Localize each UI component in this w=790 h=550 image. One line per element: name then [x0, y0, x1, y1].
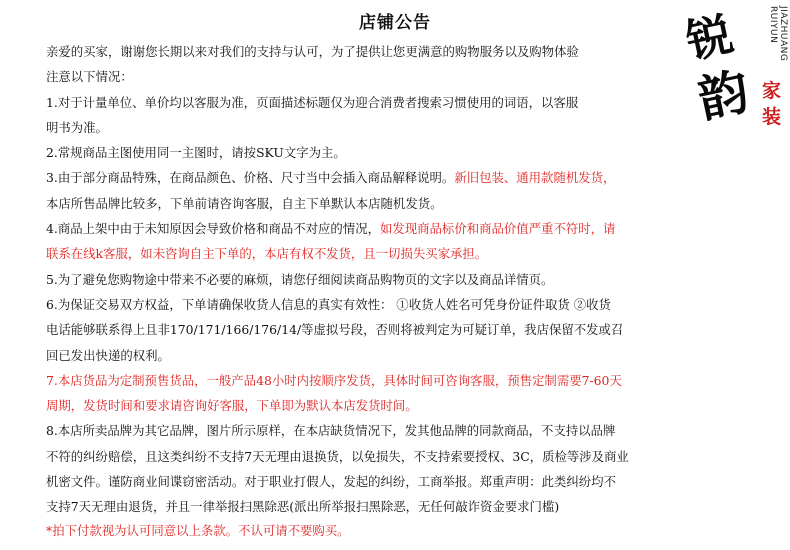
notice-line — [46, 343, 686, 368]
notice-body — [46, 39, 686, 520]
notice-text-highlight: 周期，发货时间和要求请咨询好客服，下单即为默认本店发货时间。 — [46, 398, 418, 414]
notice-text: 3.由于部分商品特殊，在商品颜色、价格、尺寸当中会插入商品解释说明。 — [46, 170, 455, 186]
notice-footer: *拍下付款视为认可同意以上条款。不认可请不要购买。 — [46, 523, 350, 538]
notice-line — [46, 90, 686, 115]
notice-line — [46, 267, 686, 292]
notice-text: 不符的纠纷赔偿，且这类纠纷不支持7天无理由退换货，以免损失，不支持索要授权、3C，质检等涉及商业 — [46, 448, 629, 464]
notice-line — [46, 292, 686, 317]
notice-text: 4.商品上架中由于未知原因会导致价格和商品不对应的情况， — [46, 221, 380, 237]
notice-text: 2.常规商品主图使用同一主图时，请按SKU文字为主。 — [46, 145, 346, 161]
logo-char-2: 韵 — [693, 61, 755, 130]
logo-vertical-line-2: RUIYUN — [768, 6, 778, 44]
notice-line — [46, 393, 686, 418]
notice-text: 回已发出快递的权利。 — [46, 347, 170, 363]
notice-line — [46, 216, 686, 241]
notice-line — [46, 469, 686, 494]
notice-line — [46, 64, 686, 89]
notice-line — [46, 115, 686, 140]
notice-line — [46, 39, 686, 64]
notice-text: 5.为了避免您购物途中带来不必要的麻烦，请您仔细阅读商品购物页的文字以及商品详情页。 — [46, 271, 554, 287]
notice-text: 注意以下情况： — [46, 69, 133, 85]
notice-text: 6.为保证交易双方权益，下单请确保收货人信息的真实有效性： ①收货人姓名可凭身份证件取货 ②收货 — [46, 296, 611, 312]
logo-char-1: 锐 — [681, 6, 738, 70]
notice-line — [46, 444, 686, 469]
logo-vertical-line-1: JIAZHUANG — [778, 6, 788, 62]
notice-line — [46, 317, 686, 342]
notice-text: 机密文件。谨防商业间谍窃密活动。对于职业打假人，发起的纠纷，工商举报。郑重声明：此类纠纷均不 — [46, 474, 616, 490]
notice-text: 电话能够联系得上且非170/171/166/176/14/等虚拟号段，否则将被判定为可疑订单，我店保留不发或召 — [46, 322, 624, 338]
notice-line — [46, 165, 686, 190]
notice-text-highlight: 如发现商品标价和商品价值严重不符时，请 — [379, 221, 616, 237]
logo-red-char-2: 装 — [762, 106, 782, 128]
notice-text: 本店所售品牌比较多，下单前请咨询客服，自主下单默认本店随机发货。 — [46, 195, 443, 211]
notice-text: 明书为准。 — [46, 119, 108, 135]
logo-vertical-text — [768, 6, 788, 61]
notice-text: 1.对于计量单位、单价均以客服为准，页面描述标题仅为迎合消费者搜索习惯使用的词语，以客服 — [46, 94, 579, 110]
brand-logo — [682, 0, 790, 150]
notice-line — [46, 140, 686, 165]
notice-text: 8.本店所卖品牌为其它品牌，图片所示原样，在本店缺货情况下，发其他品牌的同款商品，不支持以品牌 — [46, 423, 616, 439]
notice-text: 亲爱的买家，谢谢您长期以来对我们的支持与认可，为了提供让您更满意的购物服务以及购物体验 — [46, 44, 579, 59]
logo-red-char-1: 家 — [762, 80, 782, 102]
notice-text-highlight: 联系在线k客服，如未咨询自主下单的，本店有权不发货，且一切损失买家承担。 — [46, 246, 488, 262]
notice-text-highlight: 新旧包装、通用款随机发货， — [454, 170, 616, 186]
notice-line — [46, 191, 686, 216]
notice-line — [46, 241, 686, 266]
notice-text: 支持7天无理由退货，并且一律举报扫黑除恶(派出所举报扫黑除恶，无任何敲诈资金要求门槛) — [46, 499, 560, 515]
notice-line — [46, 418, 686, 443]
notice-title: 店铺公告 — [359, 13, 431, 33]
notice-line — [46, 368, 686, 393]
notice-line — [46, 494, 686, 519]
notice-text-highlight: 7.本店货品为定制预售货品，一般产品48小时内按顺序发货，具体时间可咨询客服，预售定制需要7-60天 — [46, 372, 622, 388]
